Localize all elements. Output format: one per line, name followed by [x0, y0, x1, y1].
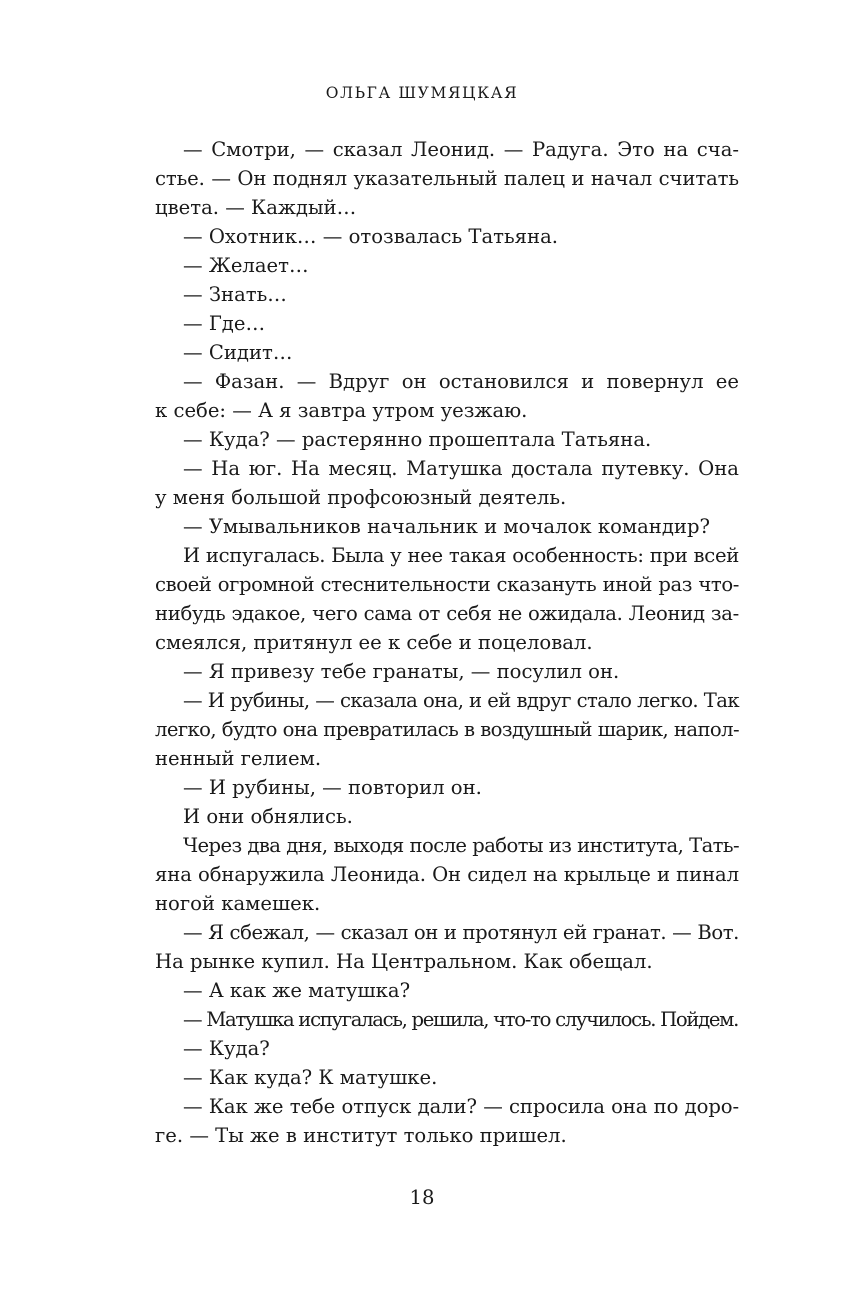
- text-line: — Как же тебе отпуск дали? — спросила она по доро-: [183, 1095, 739, 1118]
- text-line: — Я сбежал, — сказал он и протянул ей гранат. — Вот.: [183, 921, 739, 944]
- text-line: На рынке купил. На Центральном. Как обещал.: [155, 950, 653, 973]
- text-line: — И рубины, — сказала она, и ей вдруг стало легко. Так: [183, 689, 739, 712]
- text-line: — Я привезу тебе гранаты, — посулил он.: [183, 660, 620, 683]
- text-line: — На юг. На месяц. Матушка достала путевку. Она: [183, 457, 739, 480]
- text-line: — Где…: [183, 312, 266, 335]
- text-line: — Куда? — растерянно прошептала Татьяна.: [183, 428, 652, 451]
- text-line: — Куда?: [183, 1037, 270, 1060]
- body-text: [155, 135, 739, 1150]
- text-line: — Фазан. — Вдруг он остановился и повернул ее: [183, 370, 739, 393]
- text-line: Через два дня, выходя после работы из института, Тать-: [183, 834, 739, 857]
- text-line: — Матушка испугалась, решила, что-то случилось. Пойдем.: [183, 1008, 739, 1031]
- text-line: легко, будто она превратилась в воздушный шарик, напол-: [155, 718, 739, 741]
- text-line: цвета. — Каждый…: [155, 196, 357, 219]
- text-line: ге. — Ты же в институт только пришел.: [155, 1124, 567, 1147]
- text-line: — Знать…: [183, 283, 287, 306]
- page-number: 18: [409, 1186, 435, 1209]
- text-line: — Охотник… — отозвалась Татьяна.: [183, 225, 558, 248]
- text-line: к себе: — А я завтра утром уезжаю.: [155, 399, 528, 422]
- text-line: — А как же матушка?: [183, 979, 411, 1002]
- text-line: стье. — Он поднял указательный палец и начал считать: [155, 167, 739, 190]
- text-line: нибудь эдакое, чего сама от себя не ожидала. Леонид за-: [155, 602, 739, 625]
- running-head: ОЛЬГА ШУМЯЦКАЯ: [325, 84, 519, 102]
- text-line: у меня большой профсоюзный деятель.: [155, 486, 567, 509]
- text-line: своей огромной стеснительности сказануть иной раз что-: [155, 573, 739, 596]
- text-line: яна обнаружила Леонида. Он сидел на крыльце и пинал: [155, 863, 739, 886]
- text-line: — Смотри, — сказал Леонид. — Радуга. Это на сча-: [183, 138, 739, 161]
- text-line: — Желает…: [183, 254, 309, 277]
- text-line: — Умывальников начальник и мочалок командир?: [183, 515, 711, 538]
- text-line: И испугалась. Была у нее такая особенность: при всей: [183, 544, 739, 567]
- text-line: ненный гелием.: [155, 747, 322, 770]
- text-line: И они обнялись.: [183, 805, 353, 828]
- text-line: — Как куда? К матушке.: [183, 1066, 438, 1089]
- text-line: — И рубины, — повторил он.: [183, 776, 482, 799]
- text-line: ногой камешек.: [155, 892, 321, 915]
- text-line: — Сидит…: [183, 341, 293, 364]
- text-line: смеялся, притянул ее к себе и поцеловал.: [155, 631, 593, 654]
